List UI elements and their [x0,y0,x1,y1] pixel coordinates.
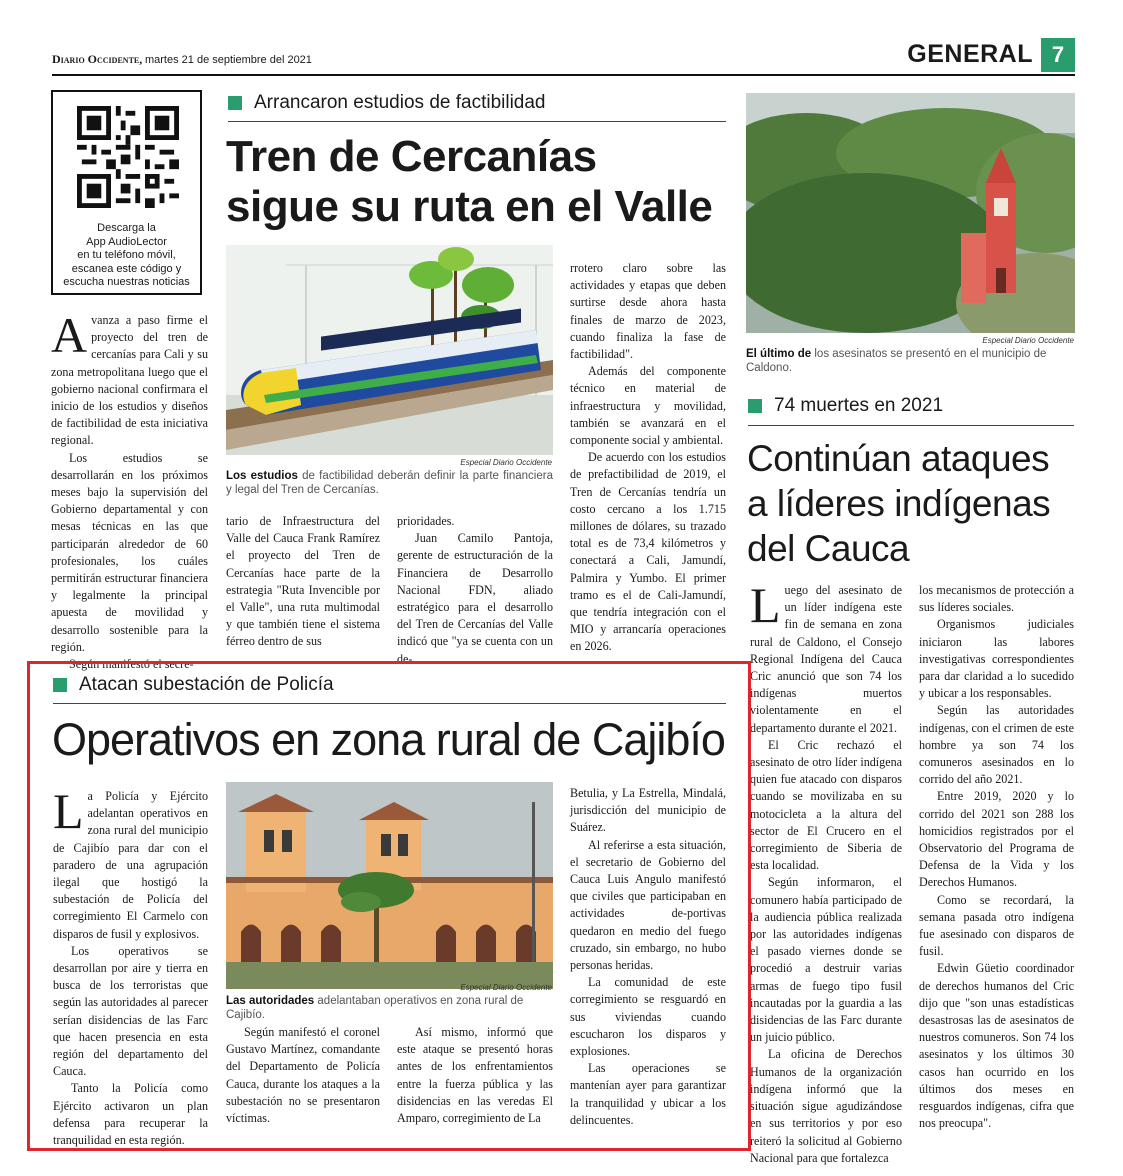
tren-paragraph: Juan Camilo Pantoja, gerente de estructuración de la Financiera de Desarrollo Nacional FDN, aliado estratégico para el desarrollo del Tren de Cercanías del Valle indicó que "ya se cuenta con un de- [397,531,553,666]
cajibio-column-2 [226,1024,380,1127]
cauca-paragraph: los mecanismos de protección a sus líderes sociales. [919,583,1074,615]
tren-headline [226,132,712,232]
issue-date: martes 21 de septiembre del 2021 [144,54,312,66]
tren-kicker-rule [228,121,726,122]
tren-photo-caption [226,469,553,497]
cajibio-paragraph: Tanto la Policía como Ejército activaron un plan defensa para recuperar la tranquilidad en esta región. [53,1081,208,1148]
cajibio-paragraph: Al referirse a esta situación, el secretario de Gobierno del Cauca Luis Angulo manifestó que civiles que participaban en actividades de-portivas quedaron en medio del fuego cruzado, sin embargo, no hubo personas heridas. [570,837,726,973]
qr-line: Descarga la [97,222,156,234]
tren-paragraph: rrotero claro sobre las actividades y etapas que deben surtirse desde ahora hasta finales de marzo de 2023, cuando finaliza la fase de factibilidad". [570,261,726,362]
cajibio-headline: Operativos en zona rural de Cajibío [52,714,725,765]
tren-paragraph: Además del componente técnico en material de infraestructura y movilidad, también se avanzará en el componente social y ambiental. [570,364,726,448]
cauca-paragraph: Como se recordará, la semana pasada otro indígena fue asesinado con disparos de fusil. [919,892,1074,959]
cajibio-column-4 [570,785,726,1129]
qr-instructions [57,222,196,290]
tren-column-3 [397,513,553,668]
tren-paragraph: Según manifestó el secre- [69,657,194,672]
cajibio-paragraph: Así mismo, informó que este ataque se presentó horas antes de los enfrentamientos entre la fuerza pública y las disidencias en las veredas El Amparo, corregimiento de La [397,1025,553,1126]
cajibio-paragraph: Betulia, y La Estrella, Mindalá, jurisdicción del municipio de Suárez. [570,786,726,835]
page-header [52,38,1075,74]
qr-line: en tu teléfono móvil, [77,249,176,261]
qr-line: App AudioLector [86,235,167,248]
caldono-photo-caption [746,347,1075,375]
caldono-photo-credit: Especial Diario Occidente [982,336,1074,345]
cajibio-column-1 [53,783,208,1149]
tren-caption-text: de factibilidad deberán definir la parte financiera y legal del Tren de Cercanías. [226,470,553,496]
cauca-kicker-rule [748,425,1074,426]
cajibio-paragraph: Según manifestó el coronel Gustavo Martínez, comandante del Departamento de Policía Cauca, durante los ataques a la subestación no se presentaron víctimas. [226,1025,380,1126]
cajibio-column-3 [397,1024,553,1127]
kicker-square-icon [748,399,762,413]
cauca-headline-line-2: a líderes indígenas [747,483,1051,524]
cauca-paragraph: Según informaron, el comunero había participado de la audiencia pública realizada por las autoridades indígenas el pasado viernes donde se procedió a destruir varias armas de fuego tipo fusil incautadas por la guardia a las disidencias de las Farc durante un juicio público. [750,875,902,1045]
cajibio-paragraph [53,783,208,943]
qr-code-icon [77,106,179,208]
cajibio-paragraph: Las operaciones se mantenían ayer para garantizar la tranquilidad y ubicar a los delincuentes. [570,1061,726,1127]
page-number-badge: 7 [1041,38,1075,72]
dropcap: L [53,783,84,839]
cauca-paragraph: La oficina de Derechos Humanos de la organización indígena informó que la situación sigue agudizándose en sus territorios y por eso reiteró la solicitud al Gobierno Nacional para que fortalezca [750,1047,902,1165]
cauca-paragraph: Edwin Güetio coordinador de derechos humanos del Cric dijo que "son unas estadísticas desastrosas las de asesinatos de nuestros comuneros. Son 74 los asesinatos y los últimos 30 casos han ocurrido en los últimos dos meses en resguardos indígenas, cifra que nos preocupa". [919,961,1074,1131]
qr-line: escanea este código y [71,262,182,275]
tren-paragraph: De acuerdo con los estudios de prefactibilidad de 2019, el Tren de Cercanías tendría un costo cercano a los 1.715 millones de dólares, su trazado total es de 73,4 kilómetros y conectará a Cali, Jamundí, Palmira y Yumbo. El primer tramo es el de Cali-Jamundí, que tendría integración con el MIO y arrancaría operaciones en 2026. [570,450,726,654]
masthead-date-line [52,52,312,67]
tren-kicker-text: Arrancaron estudios de factibilidad [254,92,546,113]
tren-caption-bold: Los estudios [226,470,298,482]
tren-paragraph: Los estudios se desarrollarán en los próximos meses bajo la supervisión del Gobierno departamental y con mesas técnicas en las que participarán alrededor de 60 profesionales, los cuáles permitirán estructurar financiera y legalmente la principal apuesta de movilidad y desarrollo sostenible para la región. [51,450,208,654]
cauca-headline [747,436,1050,571]
tren-column-2 [226,513,380,651]
caldono-caption-text: los asesinatos se presentó en el municipio de Caldono. [746,348,1047,374]
tren-column-4 [570,260,726,656]
cajibio-photo-credit: Especial Diario Occidente [460,983,552,992]
cauca-paragraph [750,577,902,737]
caldono-photo [746,93,1075,333]
tren-headline-line-2: sigue su ruta en el Valle [226,182,713,231]
section-title: GENERAL [907,40,1033,68]
cajibio-kicker [53,674,334,696]
cauca-column-2 [919,582,1074,1133]
cauca-headline-line-3: del Cauca [747,528,910,569]
cauca-headline-line-1: Continúan ataques [747,438,1050,479]
cajibio-kicker-text: Atacan subestación de Policía [79,674,334,695]
tren-paragraph [51,307,208,450]
kicker-square-icon [228,96,242,110]
police-station-photo [226,782,553,989]
tren-headline-line-1: Tren de Cercanías [226,132,597,181]
paragraph-text: vanza a paso firme el proyecto del tren de cercanías para Cali y su zona metropolitana luego que el gobierno nacional confirmara el inicio de los estudios y diseños de factibilidad de esta iniciativa regional. [51,313,208,448]
paragraph-text: a Policía y Ejército adelantan operativos en zona rural del municipio de Cajibío para dar con el paradero de una agrupación ilegal que hostigó la subestación de Policía del corregimiento El Carmelo con disparos de fusil y explosivos. [53,789,208,941]
dropcap: L [750,577,781,633]
cauca-kicker-text: 74 muertes en 2021 [774,395,944,416]
cauca-paragraph: Organismos judiciales iniciaron las labores investigativas correspondientes para dar claridad a lo sucedido y ubicar a los responsables. [919,617,1074,701]
cauca-column-1 [750,577,902,1167]
paper-name: Diario Occidente, [52,52,143,66]
cajibio-paragraph: La comunidad de este corregimiento se resguardó en sus viviendas cuando escucharon los disparos y explosiones. [570,975,726,1059]
cajibio-photo-caption [226,994,553,1022]
tren-column-1 [51,307,208,673]
tren-kicker [228,92,546,114]
paragraph-text: uego del asesinato de un líder indígena este fin de semana en zona rural de Caldono, el Consejo Regional Indígena del Cauca Cric anunció que son 74 los indígenas muertos violentamente en el departamento durante el 2021. [750,583,902,735]
cajibio-caption-bold: Las autoridades [226,995,315,1007]
cajibio-paragraph: Los operativos se desarrollan por aire y tierra en busca de los terroristas que según las autoridades al parecer serían disidencias de las Farc que hacen presencia en esta región del departamento del Cauca. [53,943,208,1079]
cauca-kicker [748,395,943,417]
cajibio-kicker-rule [53,703,726,704]
caldono-caption-bold: El último de [746,348,812,360]
tren-paragraph: tario de Infraestructura del Valle del Cauca Frank Ramírez el proyecto del Tren de Cercanías hace parte de la estrategia "Ruta Invencible por el Valle", una ruta multimodal y que también tiene el sistema férreo dentro de sus [226,514,380,649]
qr-line: escucha nuestras noticias [63,276,190,288]
header-rule [52,74,1075,76]
cajibio-caption-text: adelantaban operativos en zona rural de Cajibío. [226,995,524,1021]
tren-paragraph: prioridades. [397,514,455,528]
qr-box [51,90,202,295]
cauca-paragraph: El Cric rechazó el asesinato de otro líder indígena quien fue atacado con disparos cuando se movilizaba en su motocicleta a la altura del sector de El Crucero en el corregimiento de Siberia de esta localidad. [750,737,902,873]
tren-photo-credit: Especial Diario Occidente [460,458,552,467]
dropcap: A [51,307,88,363]
cauca-paragraph: Según las autoridades indígenas, con el crimen de este hombre ya son 74 los comuneros asesinados en lo corrido del año 2021. [919,703,1074,787]
kicker-square-icon [53,678,67,692]
cauca-paragraph: Entre 2019, 2020 y lo corrido del 2021 son 288 los homicidios registrados por el Observatorio del Programa de Defensa de la Vida y los Derechos Humanos. [919,789,1074,890]
train-photo [226,245,553,455]
